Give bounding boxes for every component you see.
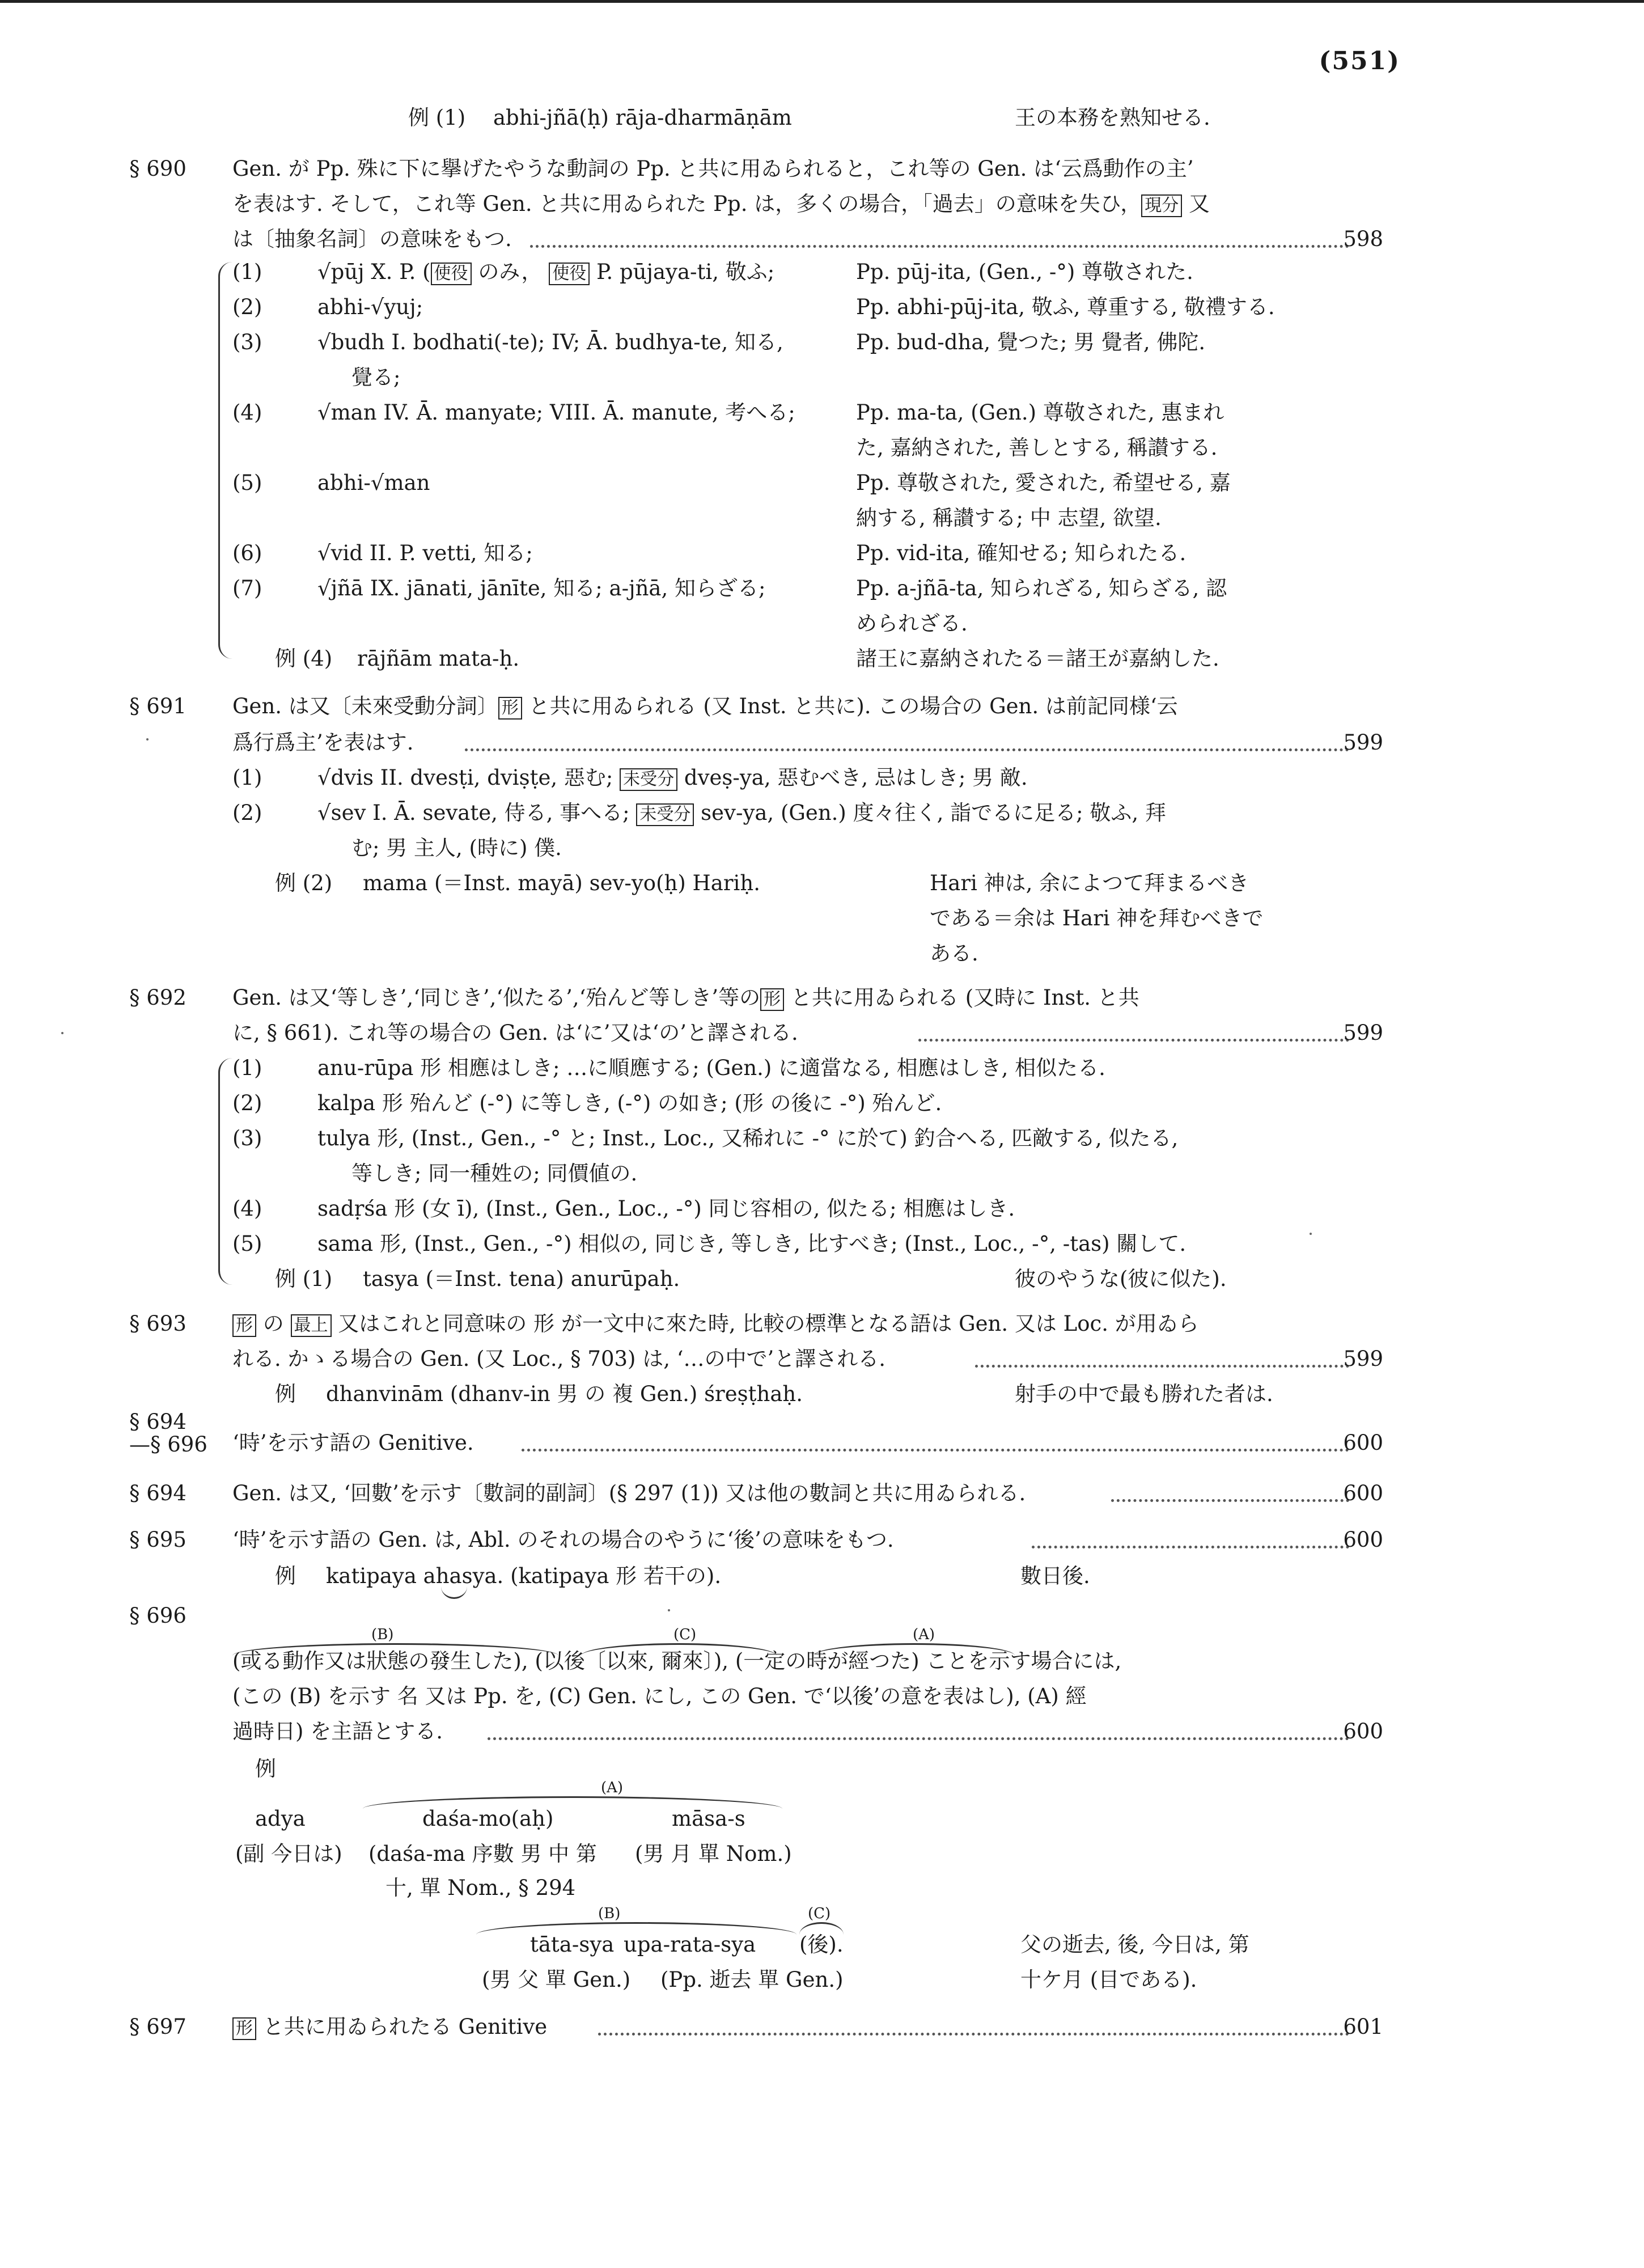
example-label: 例 <box>275 1564 296 1588</box>
item-left-cont: 覺る; <box>351 365 401 390</box>
grammar-tag: 未受分 <box>636 803 694 826</box>
label-b: (B) <box>371 1626 394 1643</box>
item-number: (5) <box>232 471 262 495</box>
page-reference: 601 <box>1343 2015 1383 2039</box>
leader-dots <box>465 748 1349 751</box>
item-number: (1) <box>232 765 262 790</box>
item-right: Pp. bud-dha, 覺つた; 男 覺者, 佛陀. <box>856 330 1206 354</box>
leader-dots <box>530 245 1349 248</box>
label-c: (C) <box>673 1626 697 1643</box>
example-gloss-cont: 十, 單 Nom., § 294 <box>385 1876 576 1900</box>
item-number: (2) <box>232 801 262 825</box>
section-number: § 692 <box>129 985 187 1010</box>
example-label: 例 <box>275 1382 296 1406</box>
example-sanskrit: mama (＝Inst. mayā) sev-yo(ḥ) Hariḥ. <box>363 871 760 895</box>
example-sanskrit: katipaya ahasya. (katipaya 形 若干の). <box>326 1564 722 1588</box>
item-right: Pp. abhi-pūj-ita, 敬ふ, 尊重する, 敬禮する. <box>856 295 1275 319</box>
section-number: § 693 <box>129 1311 187 1336</box>
example-label: 例 <box>255 1757 276 1781</box>
item-left: √pūj X. P. ( 使役 のみ， 使役 P. pūjaya-ti, 敬ふ; <box>317 260 775 284</box>
section-text-line: れる. かゝる場合の Gen. (又 Loc., § 703) は, ‘…の中で’と譯される. <box>232 1347 886 1371</box>
item-text: sama 形, (Inst., Gen., -°) 相似の, 同じき, 等しき, 比すべき; (Inst., Loc., -°, -tas) 關して. <box>317 1232 1187 1256</box>
example-translation: 射手の中で最も勝れた者は. <box>1015 1382 1273 1406</box>
example-label: 例 (1) <box>275 1267 333 1291</box>
grammar-tag: 最上 <box>291 1314 332 1337</box>
example-label-b: (B) <box>598 1905 621 1922</box>
item-number: (5) <box>232 1232 262 1256</box>
page-reference: 599 <box>1343 1347 1383 1371</box>
page-reference: 598 <box>1343 227 1383 251</box>
example-translation: ある. <box>930 941 978 966</box>
section-text-line: (或る動作又は狀態の發生した), (以後〔以來, 爾來〕), (一定の時が經つた) ことを示す場合には, <box>232 1649 1122 1673</box>
section-text-line: Gen. が Pp. 殊に下に擧げたやうな動詞の Pp. と共に用ゐられると，これ等の Gen. は‘云爲動作の主’ <box>232 156 1194 181</box>
example-gloss: (副 今日は) <box>235 1842 342 1866</box>
item-left: √man IV. Ā. manyate; VIII. Ā. manute, 考へる; <box>317 400 795 425</box>
example-label: 例 (4) <box>275 646 333 671</box>
item-number: (1) <box>232 1056 262 1080</box>
item-text-cont: 等しき; 同一種姓の; 同價値の. <box>351 1161 638 1186</box>
example-translation: 父の逝去, 後, 今日は, 第 <box>1020 1932 1249 1957</box>
item-number: (4) <box>232 1196 262 1221</box>
item-number: (6) <box>232 541 262 565</box>
example-gloss: (男 父 單 Gen.) <box>482 1967 631 1992</box>
grammar-tag: 形 <box>760 988 784 1011</box>
item-text: anu-rūpa 形 相應はしき; …に順應する; (Gen.) に適當なる, 相應はしき, 相似たる. <box>317 1056 1105 1080</box>
page-reference: 599 <box>1343 730 1383 755</box>
section-text-line: 形 の 最上 又はこれと同意味の 形 が一文中に來た時, 比較の標準となる語は Gen. 又は Loc. が用ゐら <box>232 1307 1199 1341</box>
example-word: māsa-s <box>672 1806 745 1831</box>
grammar-tag: 使役 <box>431 263 472 285</box>
example-sanskrit: rājñām mata-ḥ. <box>357 646 520 671</box>
item-right-cont: た, 嘉納された, 善しとする, 稱讃する. <box>856 435 1218 460</box>
section-text-line: 形 と共に用ゐられたる Genitive <box>232 2010 547 2044</box>
example-label: 例 (2) <box>275 871 333 895</box>
item-left: √vid II. P. vetti, 知る; <box>317 541 533 565</box>
section-text-line: Gen. は又〔未來受動分詞〕 形 と共に用ゐられる (又 Inst. と共に). この場合の Gen. は前記同様‘云 <box>232 694 1178 718</box>
page-reference: 600 <box>1343 1719 1383 1744</box>
scan-speck <box>668 1609 670 1611</box>
grammar-tag: 未受分 <box>620 768 677 791</box>
section-text-line: ‘時’を示す語の Gen. は, Abl. のそれの場合のやうに‘後’の意味をもつ. <box>232 1527 894 1552</box>
item-number: (3) <box>232 1126 262 1150</box>
section-text-line: を表はす. そして，これ等 Gen. と共に用ゐられた Pp. は，多くの場合，「過去」の意味を失ひ， 現分 又 <box>232 192 1210 216</box>
item-number: (2) <box>232 295 262 319</box>
section-number: § 690 <box>129 156 187 181</box>
section-text-line: (この (B) を示す 名 又は Pp. を, (C) Gen. にし, この Gen. で‘以後’の意を表はし), (A) 經 <box>232 1684 1087 1708</box>
item-number: (2) <box>232 1091 262 1115</box>
item-text: sadṛśa 形 (女 ī), (Inst., Gen., Loc., -°) 同じ容相の, 似たる; 相應はしき. <box>317 1196 1015 1221</box>
leader-dots <box>1111 1499 1349 1502</box>
example-translation: 諸王に嘉納されたる＝諸王が嘉納した. <box>856 646 1219 671</box>
section-text-line: ‘時’を示す語の Genitive. <box>232 1431 474 1455</box>
example-translation: Hari 神は, 余によつて拜まるべき <box>930 871 1249 895</box>
example-word: upa-rata-sya <box>624 1932 756 1957</box>
page-reference: 600 <box>1343 1481 1383 1505</box>
item-right: Pp. 尊敬された, 愛された, 希望せる, 嘉 <box>856 471 1231 495</box>
example-word: tāta-sya <box>530 1932 615 1957</box>
grammar-tag: 形 <box>498 697 522 720</box>
page-reference: 600 <box>1343 1431 1383 1455</box>
section-text-line: 爲行爲主’を表はす. <box>232 730 414 755</box>
intro-example-translation: 王の本務を熟知せる. <box>1015 105 1210 130</box>
example-gloss: (daśa-ma 序數 男 中 第 <box>368 1842 597 1866</box>
leader-dots <box>1032 1546 1349 1548</box>
example-translation: 數日後. <box>1020 1564 1090 1588</box>
grammar-tag: 現分 <box>1141 194 1182 217</box>
section-number: § 694 <box>129 1481 187 1505</box>
page-reference: 599 <box>1343 1021 1383 1045</box>
scan-speck <box>146 738 149 741</box>
section-number: —§ 696 <box>129 1432 207 1457</box>
label-a: (A) <box>913 1626 935 1643</box>
section-number: § 695 <box>129 1527 187 1552</box>
scan-speck <box>61 1032 63 1034</box>
section-number: § 696 <box>129 1603 187 1628</box>
section-text-line: Gen. は又‘等しき’,‘同じき’,‘似たる’,‘殆んど等しき’等の 形 と共に用ゐられる (又時に Inst. と共 <box>232 985 1139 1010</box>
page-reference: 600 <box>1343 1527 1383 1552</box>
leader-dots <box>522 1449 1349 1452</box>
section-number: § 694 <box>129 1410 187 1434</box>
example-gloss: (男 月 單 Nom.) <box>635 1842 792 1866</box>
example-translation: 彼のやうな(彼に似た). <box>1015 1267 1227 1291</box>
item-right: Pp. a-jñā-ta, 知られざる, 知らざる, 認 <box>856 576 1227 600</box>
item-right-cont: められざる. <box>856 611 968 636</box>
example-gloss: (Pp. 逝去 單 Gen.) <box>660 1967 844 1992</box>
example-translation: である＝余は Hari 神を拜むべきで <box>930 906 1264 930</box>
example-label-c: (C) <box>808 1905 831 1922</box>
item-number: (1) <box>232 260 262 284</box>
item-text: tulya 形, (Inst., Gen., -° と; Inst., Loc., 又稀れに -° に於て) 釣合へる, 匹敵する, 似たる, <box>317 1126 1179 1150</box>
example-word: adya <box>255 1806 306 1831</box>
item-left: √jñā IX. jānati, jānīte, 知る; a-jñā, 知らざる; <box>317 576 766 600</box>
example-sanskrit: dhanvinām (dhanv-in 男 の 複 Gen.) śreṣṭhaḥ. <box>326 1382 803 1406</box>
item-right: Pp. vid-ita, 確知せる; 知られたる. <box>856 541 1187 565</box>
item-number: (7) <box>232 576 262 600</box>
item-right: Pp. pūj-ita, (Gen., -°) 尊敬された. <box>856 260 1193 284</box>
example-word: daśa-mo(aḥ) <box>422 1806 554 1831</box>
example-sanskrit: tasya (＝Inst. tena) anurūpaḥ. <box>363 1267 680 1291</box>
item-number: (3) <box>232 330 262 354</box>
page-number: (551) <box>1319 46 1400 75</box>
leader-dots <box>488 1737 1349 1740</box>
item-text-cont: む; 男 主人, (時に) 僕. <box>351 836 562 860</box>
ligature-arc <box>441 1585 467 1599</box>
leader-dots <box>598 2033 1349 2036</box>
page-top-rule <box>0 0 1644 3</box>
intro-example-label: 例 (1) <box>408 105 466 130</box>
item-text: kalpa 形 殆んど (-°) に等しき, (-°) の如き; (形 の後に -°) 殆んど. <box>317 1091 942 1115</box>
item-number: (4) <box>232 400 262 425</box>
grammar-tag: 形 <box>232 1314 256 1337</box>
section-text-line: に, § 661). これ等の場合の Gen. は‘に’又は‘の’と譯される. <box>232 1021 798 1045</box>
item-left: √budh I. bodhati(-te); IV; Ā. budhya-te, 知る, <box>317 330 783 354</box>
item-right: Pp. ma-ta, (Gen.) 尊敬された, 惠まれ <box>856 400 1224 425</box>
intro-example-sanskrit: abhi-jñā(ḥ) rāja-dharmāṇām <box>493 105 792 130</box>
leader-dots <box>918 1039 1349 1042</box>
item-text: √dvis II. dvesṭi, dviṣṭe, 惡む; 未受分 dveṣ-ya, 惡むべき, 忌はしき; 男 敵. <box>317 765 1028 790</box>
section-text-line: 過時日) を主語とする. <box>232 1719 443 1744</box>
section-number: § 691 <box>129 694 187 718</box>
grammar-tag: 使役 <box>549 263 590 285</box>
section-text-line: は〔抽象名詞〕の意味をもつ. <box>232 227 512 251</box>
group-brace <box>218 262 232 659</box>
section-text-line: Gen. は又, ‘回數’を示す〔數詞的副詞〕(§ 297 (1)) 又は他の數詞と共に用ゐられる. <box>232 1481 1026 1505</box>
leader-dots <box>975 1365 1349 1368</box>
example-translation: 十ケ月 (目である). <box>1020 1967 1197 1992</box>
example-label-a: (A) <box>601 1779 624 1796</box>
scan-speck <box>1310 1233 1312 1235</box>
example-word: (後). <box>799 1932 844 1957</box>
item-text: √sev I. Ā. sevate, 侍る, 事へる; 未受分 sev-ya, (Gen.) 度々往く, 詣でるに足る; 敬ふ, 拜 <box>317 801 1166 825</box>
item-left: abhi-√yuj; <box>317 295 423 319</box>
section-number: § 697 <box>129 2015 187 2039</box>
item-right-cont: 納する, 稱讃する; 中 志望, 欲望. <box>856 506 1162 530</box>
item-left: abhi-√man <box>317 471 430 495</box>
group-brace <box>218 1058 232 1285</box>
grammar-tag: 形 <box>232 2017 256 2040</box>
